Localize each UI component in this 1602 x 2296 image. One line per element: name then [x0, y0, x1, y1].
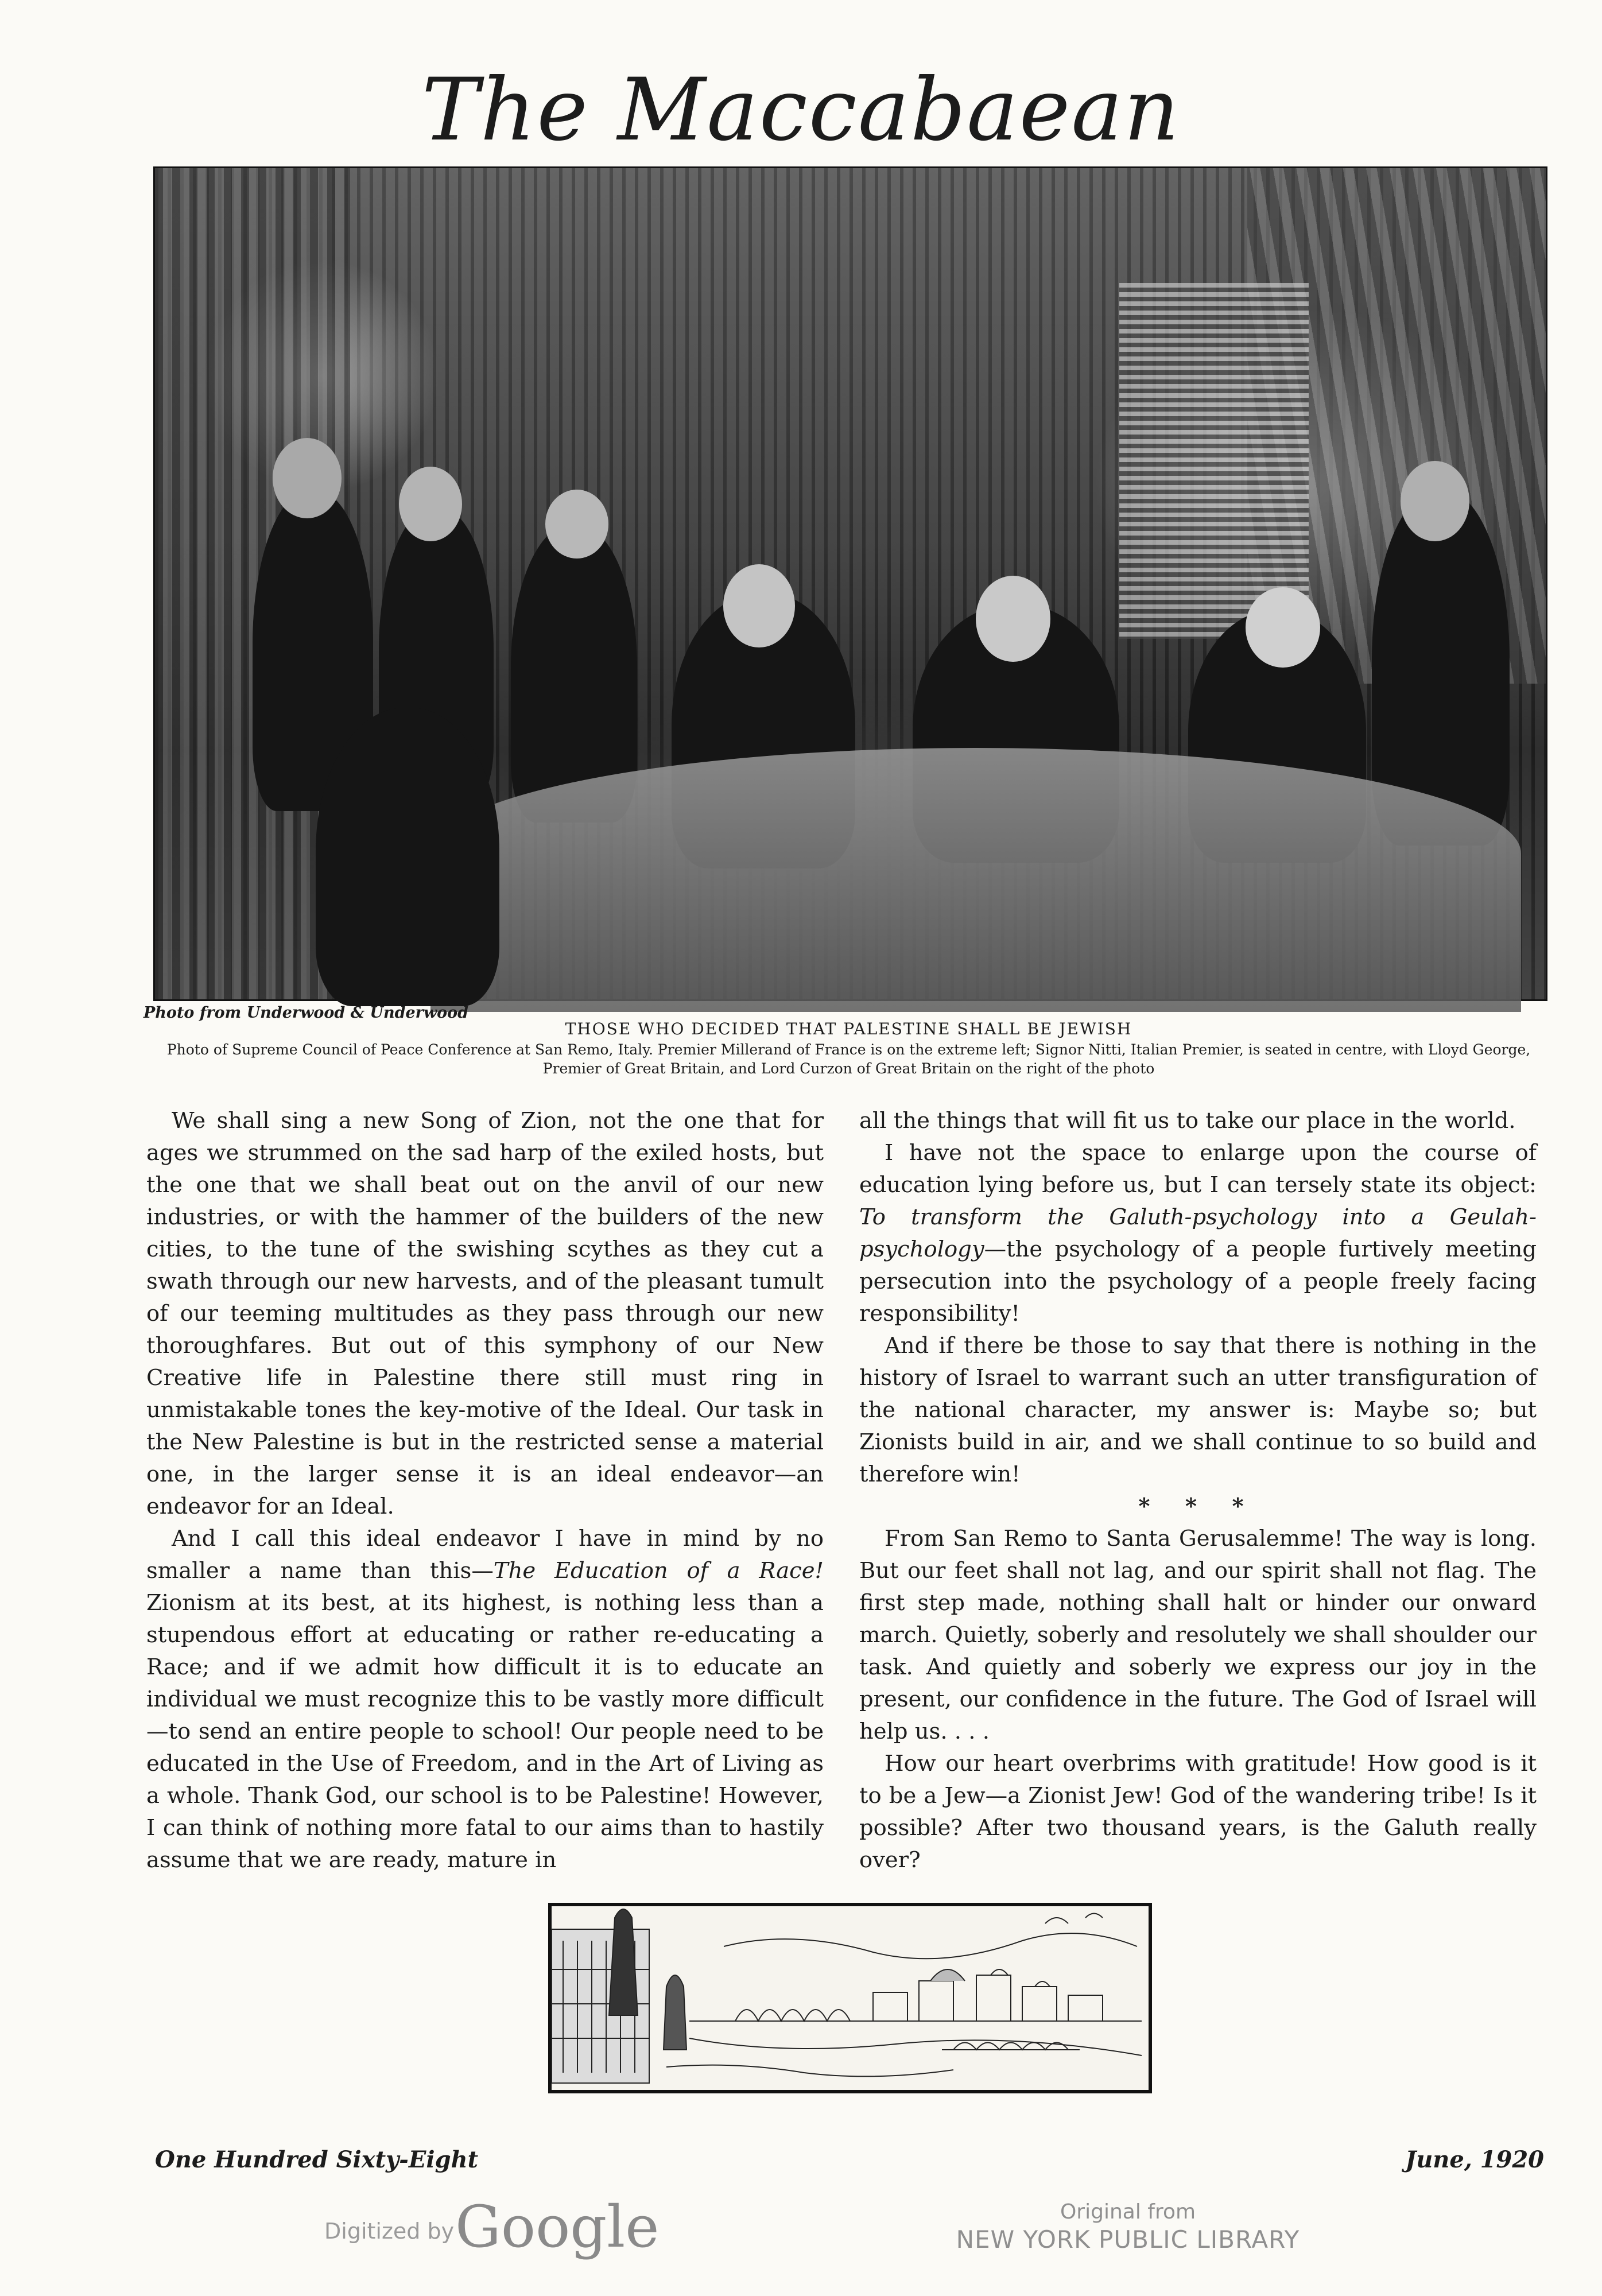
page-number-label: One Hundred Sixty-Eight	[155, 2146, 479, 2173]
article-paragraph	[146, 1523, 824, 1876]
original-source-watermark	[956, 2200, 1300, 2257]
photo-figure-head	[273, 438, 342, 518]
photo-window-shutter	[1119, 283, 1309, 639]
article-paragraph: all the things that will fit us to take our place in the world.	[859, 1108, 1516, 1134]
article-paragraph: And if there be those to say that there is nothing in the history of Israel to warrant such an utter transfiguration of the national character, my answer is: Maybe so; but Zionists build in air, and we shall continue to so build and therefore win!	[859, 1333, 1537, 1487]
article-emphasis: The Education of a Race!	[493, 1558, 824, 1584]
photo-figure-head	[723, 564, 795, 647]
photo-caption-body: Photo of Supreme Council of Peace Conference at San Remo, Italy. Premier Millerand of France is on the extreme left; Signor Nitti, Italian Premier, is seated in centre, with Lloyd George, Premier of Great Britain, and Lord Curzon of Great Britain on the right of the photo	[166, 1041, 1531, 1077]
article-paragraph: How our heart overbrims with gratitude! How good is it to be a Jew—a Zionist Jew! God of the wandering tribe! Is it possible? After two thousand years, is the Galuth really over?	[859, 1751, 1537, 1873]
photo-caption-title: THOSE WHO DECIDED THAT PALESTINE SHALL BE JEWISH	[565, 1019, 1132, 1038]
article-text: And I call this ideal endeavor I have in mind by no smaller a name than this—	[146, 1526, 824, 1584]
article-column-right	[859, 1105, 1537, 1873]
original-from-text: Original from	[1060, 2200, 1196, 2224]
digitized-by-watermark	[324, 2193, 660, 2260]
article-paragraph: From San Remo to Santa Gerusalemme! The way is long. But our feet shall not lag, and our spirit shall not flag. The first step made, nothing shall halt or hinder our onward march. Quietly, soberly and resolutely we shall shoulder our task. And quietly and soberly we express our joy in the present, our confidence in the future. The God of Israel will help us. . . .	[859, 1526, 1537, 1744]
digitized-by-text: Digitized by	[324, 2219, 455, 2244]
article-column-left	[146, 1105, 824, 1873]
photo-conference-table	[430, 748, 1521, 1012]
article-paragraph	[859, 1137, 1537, 1330]
photo-figure-foreground	[316, 708, 499, 1006]
photo-credit: Photo from Underwood & Underwood	[143, 1004, 469, 1022]
library-name: NEW YORK PUBLIC LIBRARY	[956, 2225, 1300, 2254]
photo-figure-head	[545, 490, 608, 559]
article-emphasis: To transform the Galuth-psychology into a Geulah-psychology	[859, 1204, 1537, 1262]
masthead-title: The Maccabaean	[421, 60, 1181, 160]
google-logo: Google	[455, 2193, 660, 2260]
photo-figure-head	[976, 576, 1050, 662]
issue-date: June, 1920	[1405, 2146, 1544, 2173]
article-text: I have not the space to enlarge upon the course of education lying before us, but I can tersely state its object:	[859, 1140, 1537, 1198]
photo-figure-head	[399, 467, 462, 541]
jerusalem-vignette-illustration	[548, 1903, 1152, 2093]
section-separator: * * *	[1138, 1494, 1258, 1519]
photo-figure-head	[1246, 587, 1320, 668]
photo-figure-head	[1401, 461, 1469, 541]
vignette-drawing	[552, 1906, 1142, 2083]
article-paragraph: We shall sing a new Song of Zion, not the one that for ages we strummed on the sad harp of the exiled hosts, but the one that we shall beat out on the anvil of our new industries, or with the hammer of the builders of the new cities, to the tune of the swishing scythes as they cut a swath through our new harvests, and of the pleasant tumult of our teeming multitudes as they pass through our new thoroughfares. But out of this symphony of our New Creative life in Palestine there still must ring in unmistakable tones the key-motive of the Ideal. Our task in the New Palestine is but in the restricted sense a material one, in the larger sense it is an ideal endeavor—an endeavor for an Ideal.	[146, 1108, 824, 1519]
article-text: —the psychology of a people furtively meeting persecution into the psychology of a people freely facing responsibility!	[859, 1236, 1537, 1327]
article-text: Zionism at its best, at its highest, is nothing less than a stupendous effort at educating or rather re-educating a Race; and if we admit how difficult it is to educate an individual we must recognize this to be vastly more difficult—to send an entire people to school! Our people need to be educated in the Use of Freedom, and in the Art of Living as a whole. Thank God, our school is to be Palestine! However, I can think of nothing more fatal to our aims than to hastily assume that we are ready, mature in	[146, 1590, 824, 1873]
conference-photo	[153, 166, 1547, 1001]
